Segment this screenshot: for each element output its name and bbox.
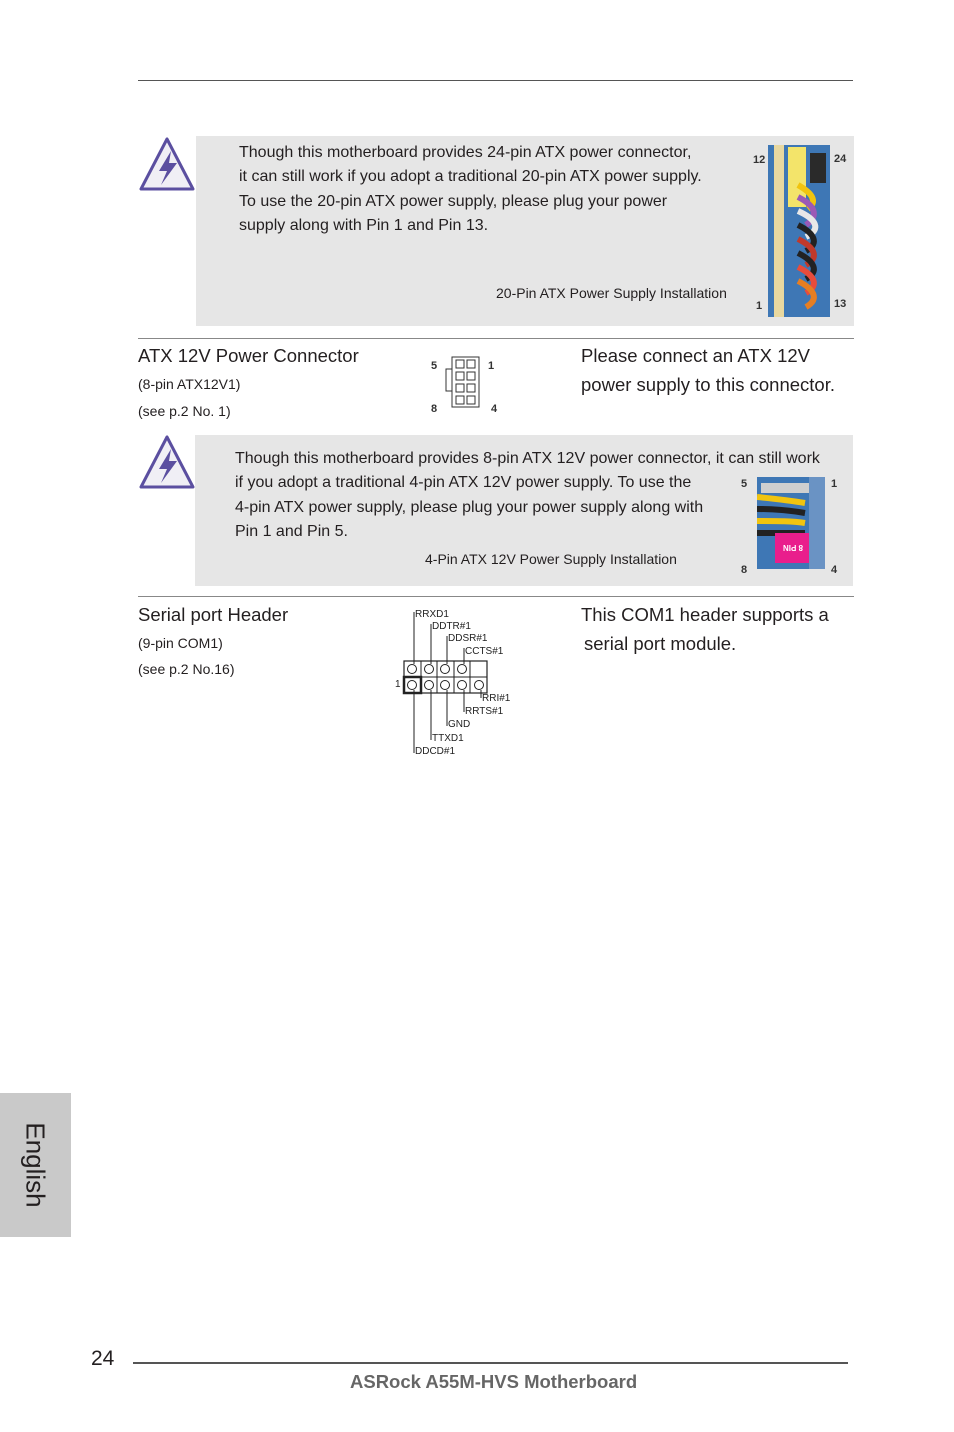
note2-line: 4-pin ATX power supply, please plug your power supply along with xyxy=(235,498,704,516)
page-number: 24 xyxy=(91,1347,115,1370)
note2-line: Though this motherboard provides 8-pin ATX 12V power connector, it can still work xyxy=(235,450,820,467)
photo2-pin-4: 4 xyxy=(831,564,838,576)
com1-pinout-diagram xyxy=(395,608,520,760)
language-tab-label: English xyxy=(20,1122,51,1208)
photo1-pin-13: 13 xyxy=(834,298,847,310)
note1-line: To use the 20-pin ATX power supply, please plug your power xyxy=(239,192,668,210)
note1-text xyxy=(239,141,739,239)
photo1-pin-24: 24 xyxy=(834,153,847,165)
note2-caption: 4-Pin ATX 12V Power Supply Installation xyxy=(425,551,677,567)
section-rule xyxy=(138,596,854,597)
com1-signal-ddcd1: DDCD#1 xyxy=(415,746,456,757)
photo2-label: 8 PIN xyxy=(783,543,804,552)
language-tab xyxy=(0,1093,71,1237)
serial-description xyxy=(581,600,861,658)
atx12v-title: ATX 12V Power Connector xyxy=(138,345,359,366)
top-rule xyxy=(138,80,853,81)
atx-24pin-photo xyxy=(768,145,830,317)
atx12v-pin-8: 8 xyxy=(431,403,438,415)
atx12v-pin-4: 4 xyxy=(491,403,498,415)
photo2-pin-8: 8 xyxy=(741,564,748,576)
note1-line: supply along with Pin 1 and Pin 13. xyxy=(239,217,489,235)
com1-signal-rrts1: RRTS#1 xyxy=(465,706,504,717)
com1-pin-one-label: 1 xyxy=(395,679,401,690)
photo2-pin-1: 1 xyxy=(831,478,838,490)
atx12v-connector-diagram xyxy=(445,355,481,409)
com1-signal-rrxd1: RRXD1 xyxy=(415,609,449,620)
photo1-pin-12: 12 xyxy=(753,154,766,166)
com1-signal-ccts1: CCTS#1 xyxy=(465,646,504,657)
photo1-pin-1: 1 xyxy=(756,300,763,312)
atx12v-pin-1: 1 xyxy=(488,360,495,372)
atx-8pin-photo xyxy=(757,477,825,569)
atx12v-subtitle: (8-pin ATX12V1) xyxy=(138,376,241,392)
note1-line: it can still work if you adopt a traditional 20-pin ATX power supply. xyxy=(239,168,702,186)
warning-icon xyxy=(137,433,197,490)
note1-line: Though this motherboard provides 24-pin ATX power connector, xyxy=(239,144,692,161)
warning-icon xyxy=(137,135,197,192)
serial-desc-line: This COM1 header supports a xyxy=(581,604,829,625)
atx12v-desc-line: power supply to this connector. xyxy=(581,374,836,395)
serial-desc-line: serial port module. xyxy=(584,633,737,654)
atx12v-reference: (see p.2 No. 1) xyxy=(138,403,231,419)
com1-signal-rri1: RRI#1 xyxy=(482,693,511,704)
com1-signal-ttxd1: TTXD1 xyxy=(432,733,464,744)
atx12v-desc-line: Please connect an ATX 12V xyxy=(581,345,811,366)
section-rule xyxy=(138,338,854,339)
note1-caption: 20-Pin ATX Power Supply Installation xyxy=(496,285,727,301)
photo2-pin-5: 5 xyxy=(741,478,748,490)
note2-line: if you adopt a traditional 4-pin ATX 12V power supply. To use the xyxy=(235,474,692,492)
footer-rule xyxy=(133,1362,848,1364)
atx12v-description xyxy=(581,341,861,399)
serial-subtitle: (9-pin COM1) xyxy=(138,635,223,651)
com1-signal-ddtr1: DDTR#1 xyxy=(432,621,471,632)
atx12v-pin-5: 5 xyxy=(431,360,438,372)
com1-signal-gnd: GND xyxy=(448,719,471,730)
com1-signal-ddsr1: DDSR#1 xyxy=(448,633,488,644)
footer-product: ASRock A55M-HVS Motherboard xyxy=(350,1371,638,1392)
serial-title: Serial port Header xyxy=(138,604,289,625)
serial-reference: (see p.2 No.16) xyxy=(138,661,235,677)
note2-line: Pin 1 and Pin 5. xyxy=(235,523,348,541)
